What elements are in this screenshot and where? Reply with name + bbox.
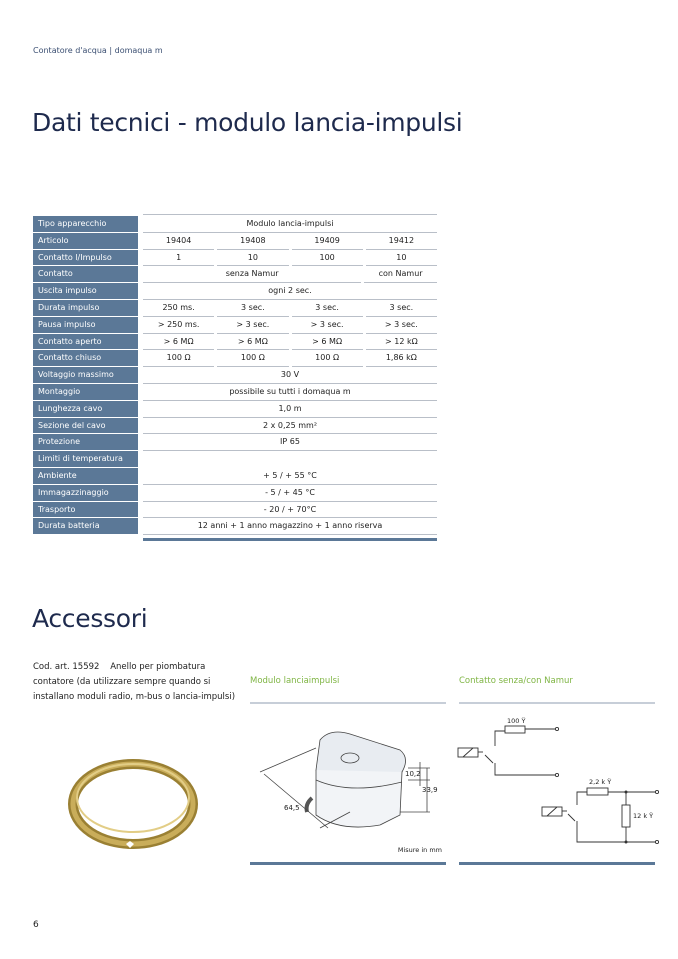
table-cell: Modulo lancia-impulsi xyxy=(143,216,437,233)
table-row xyxy=(33,468,437,485)
table-cell: > 6 MΩ xyxy=(292,334,363,351)
table-row xyxy=(33,485,437,502)
table-row xyxy=(33,216,437,233)
table-row xyxy=(33,451,437,468)
table-cell: 1,0 m xyxy=(143,401,437,418)
row-label: Durata impulso xyxy=(33,300,138,317)
table-cell: 19412 xyxy=(366,233,437,250)
breadcrumb: Contatore d'acqua | domaqua m xyxy=(33,46,163,55)
contact-bottom-rule xyxy=(459,862,655,865)
table-cell: possibile su tutti i domaqua m xyxy=(143,384,437,401)
table-cell: 100 Ω xyxy=(292,350,363,367)
row-label: Contatto chiuso xyxy=(33,350,138,367)
row-label: Ambiente xyxy=(33,468,138,485)
table-row xyxy=(33,300,437,317)
row-label: Lunghezza cavo xyxy=(33,401,138,418)
table-cell: 100 Ω xyxy=(217,350,288,367)
table-cell: 10 xyxy=(217,250,288,267)
table-cell xyxy=(143,451,437,468)
table-cell: + 5 / + 55 °C xyxy=(143,468,437,485)
table-cell: 3 sec. xyxy=(217,300,288,317)
table-row xyxy=(33,317,437,334)
table-cell: > 250 ms. xyxy=(143,317,214,334)
table-row xyxy=(33,266,437,283)
table-cell: 3 sec. xyxy=(292,300,363,317)
table-row xyxy=(33,502,437,519)
accessory-code: Cod. art. 15592 xyxy=(33,662,100,672)
accessory-description xyxy=(33,660,238,705)
dim-width: 64,5 xyxy=(284,804,300,812)
units-note: Misure in mm xyxy=(397,846,442,854)
table-cell: 19404 xyxy=(143,233,214,250)
sealing-ring-image xyxy=(68,752,198,852)
row-label: Sezione del cavo xyxy=(33,418,138,435)
table-cell: 1 xyxy=(143,250,214,267)
table-cell: con Namur xyxy=(364,266,437,283)
table-cell: 30 V xyxy=(143,367,437,384)
accessory-desc: Anello per piombatura contatore (da utilizzare sempre quando si installano moduli radio, m-bus o lancia-impulsi) xyxy=(33,662,236,702)
table-row xyxy=(33,250,437,267)
table-row xyxy=(33,384,437,401)
table-cell: > 6 MΩ xyxy=(217,334,288,351)
table-cell: 19409 xyxy=(292,233,363,250)
resistor-12k-label: 12 k Ÿ xyxy=(633,812,654,820)
row-label: Limiti di temperatura xyxy=(33,451,138,468)
table-cell: senza Namur xyxy=(143,266,361,283)
table-cell: 19408 xyxy=(217,233,288,250)
table-cell: ogni 2 sec. xyxy=(143,283,437,300)
module-top-rule xyxy=(250,702,446,704)
table-cell: 1,86 kΩ xyxy=(366,350,437,367)
table-cell: 12 anni + 1 anno magazzino + 1 anno riserva xyxy=(143,518,437,535)
table-row xyxy=(33,334,437,351)
table-row xyxy=(33,350,437,367)
contact-circuit-diagram xyxy=(455,715,660,860)
table-cell: > 6 MΩ xyxy=(143,334,214,351)
row-label: Tipo apparecchio xyxy=(33,216,138,233)
module-section-title: Modulo lanciaimpulsi xyxy=(250,676,340,686)
dim-height: 33,9 xyxy=(422,786,438,794)
table-cell: 3 sec. xyxy=(366,300,437,317)
table-row xyxy=(33,233,437,250)
row-label: Articolo xyxy=(33,233,138,250)
row-label: Contatto aperto xyxy=(33,334,138,351)
table-cell: > 3 sec. xyxy=(217,317,288,334)
table-cell: 100 xyxy=(292,250,363,267)
row-label: Pausa impulso xyxy=(33,317,138,334)
table-cell: 2 x 0,25 mm² xyxy=(143,418,437,435)
table-top-rule xyxy=(143,214,437,215)
table-row xyxy=(33,418,437,435)
table-row xyxy=(33,518,437,535)
table-cell: > 3 sec. xyxy=(366,317,437,334)
row-label: Voltaggio massimo xyxy=(33,367,138,384)
table-cell: > 12 kΩ xyxy=(366,334,437,351)
contact-section-title: Contatto senza/con Namur xyxy=(459,676,573,686)
table-row xyxy=(33,401,437,418)
module-drawing xyxy=(250,720,446,860)
row-label: Protezione xyxy=(33,434,138,451)
row-label: Trasporto xyxy=(33,502,138,519)
spec-table xyxy=(33,216,437,535)
row-label: Montaggio xyxy=(33,384,138,401)
table-row xyxy=(33,367,437,384)
resistor-100-label: 100 Ÿ xyxy=(507,717,526,725)
module-bottom-rule xyxy=(250,862,446,865)
table-cell: - 5 / + 45 °C xyxy=(143,485,437,502)
table-bottom-rule xyxy=(143,538,437,541)
table-cell: > 3 sec. xyxy=(292,317,363,334)
table-cell: - 20 / + 70°C xyxy=(143,502,437,519)
table-cell: 250 ms. xyxy=(143,300,214,317)
page-title: Dati tecnici - modulo lancia-impulsi xyxy=(32,108,463,137)
row-label: Uscita impulso xyxy=(33,283,138,300)
page-number: 6 xyxy=(33,920,39,930)
table-row xyxy=(33,434,437,451)
row-label: Durata batteria xyxy=(33,518,138,535)
accessories-title: Accessori xyxy=(32,604,148,633)
row-label: Contatto xyxy=(33,266,138,283)
row-label: Contatto l/Impulso xyxy=(33,250,138,267)
resistor-2k2-label: 2,2 k Ÿ xyxy=(589,778,612,786)
dim-top: 10,2 xyxy=(405,770,421,778)
contact-top-rule xyxy=(459,702,655,704)
row-label: Immagazzinaggio xyxy=(33,485,138,502)
table-cell: IP 65 xyxy=(143,434,437,451)
table-cell: 10 xyxy=(366,250,437,267)
table-row xyxy=(33,283,437,300)
table-cell: 100 Ω xyxy=(143,350,214,367)
